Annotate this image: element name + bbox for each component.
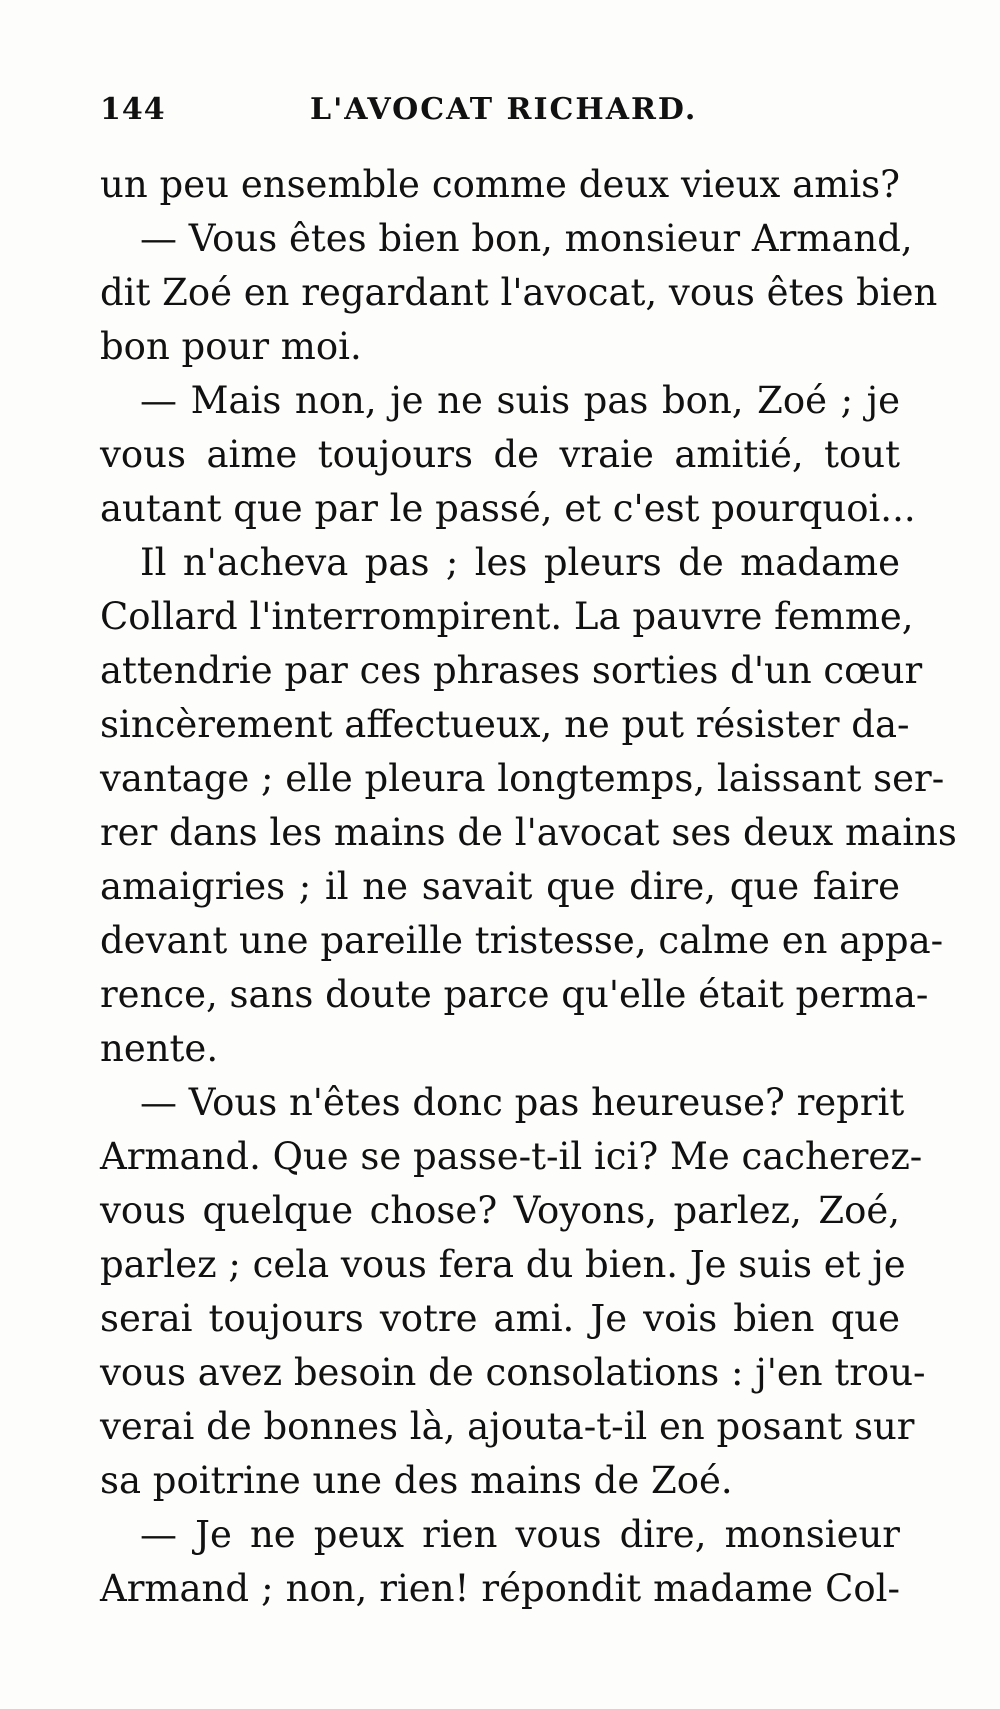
text-line: — Je ne peux rien vous dire, monsieur xyxy=(140,1513,900,1556)
text-line: — Vous n'êtes donc pas heureuse? reprit xyxy=(140,1081,905,1124)
text-line: vous avez besoin de consolations : j'en trou- xyxy=(100,1351,926,1394)
text-line: autant que par le passé, et c'est pourquoi... xyxy=(100,487,916,530)
text-line: Armand ; non, rien! répondit madame Col- xyxy=(100,1567,900,1610)
text-line: verai de bonnes là, ajouta-t-il en posant sur xyxy=(100,1405,915,1448)
text-line: sa poitrine une des mains de Zoé. xyxy=(100,1459,733,1502)
text-line: rence, sans doute parce qu'elle était perma- xyxy=(100,973,929,1016)
text-line: parlez ; cela vous fera du bien. Je suis et je xyxy=(100,1243,906,1286)
text-line: — Mais non, je ne suis pas bon, Zoé ; je xyxy=(140,379,900,422)
text-line: amaigries ; il ne savait que dire, que faire xyxy=(100,865,900,908)
text-line: Il n'acheva pas ; les pleurs de madame xyxy=(140,541,900,584)
text-line: devant une pareille tristesse, calme en appa- xyxy=(100,919,944,962)
text-line: attendrie par ces phrases sorties d'un cœur xyxy=(100,649,923,692)
text-line: Collard l'interrompirent. La pauvre femme, xyxy=(100,595,914,638)
page-number: 144 xyxy=(100,92,166,127)
text-line: vous aime toujours de vraie amitié, tout xyxy=(100,433,900,476)
running-title: L'AVOCAT RICHARD. xyxy=(310,92,698,127)
text-line: Armand. Que se passe-t-il ici? Me cacherez- xyxy=(100,1135,923,1178)
text-line: rer dans les mains de l'avocat ses deux mains xyxy=(100,811,957,854)
text-line: un peu ensemble comme deux vieux amis? xyxy=(100,163,900,206)
text-line: sincèrement affectueux, ne put résister da- xyxy=(100,703,910,746)
text-line: vous quelque chose? Voyons, parlez, Zoé, xyxy=(100,1189,900,1232)
text-line: nente. xyxy=(100,1027,219,1070)
body-text xyxy=(100,158,957,1616)
text-line: bon pour moi. xyxy=(100,325,362,368)
text-line: — Vous êtes bien bon, monsieur Armand, xyxy=(140,217,913,260)
text-line: vantage ; elle pleura longtemps, laissant ser- xyxy=(100,757,945,800)
text-line: serai toujours votre ami. Je vois bien que xyxy=(100,1297,900,1340)
text-line: dit Zoé en regardant l'avocat, vous êtes bien xyxy=(100,271,938,314)
running-head xyxy=(100,92,900,132)
